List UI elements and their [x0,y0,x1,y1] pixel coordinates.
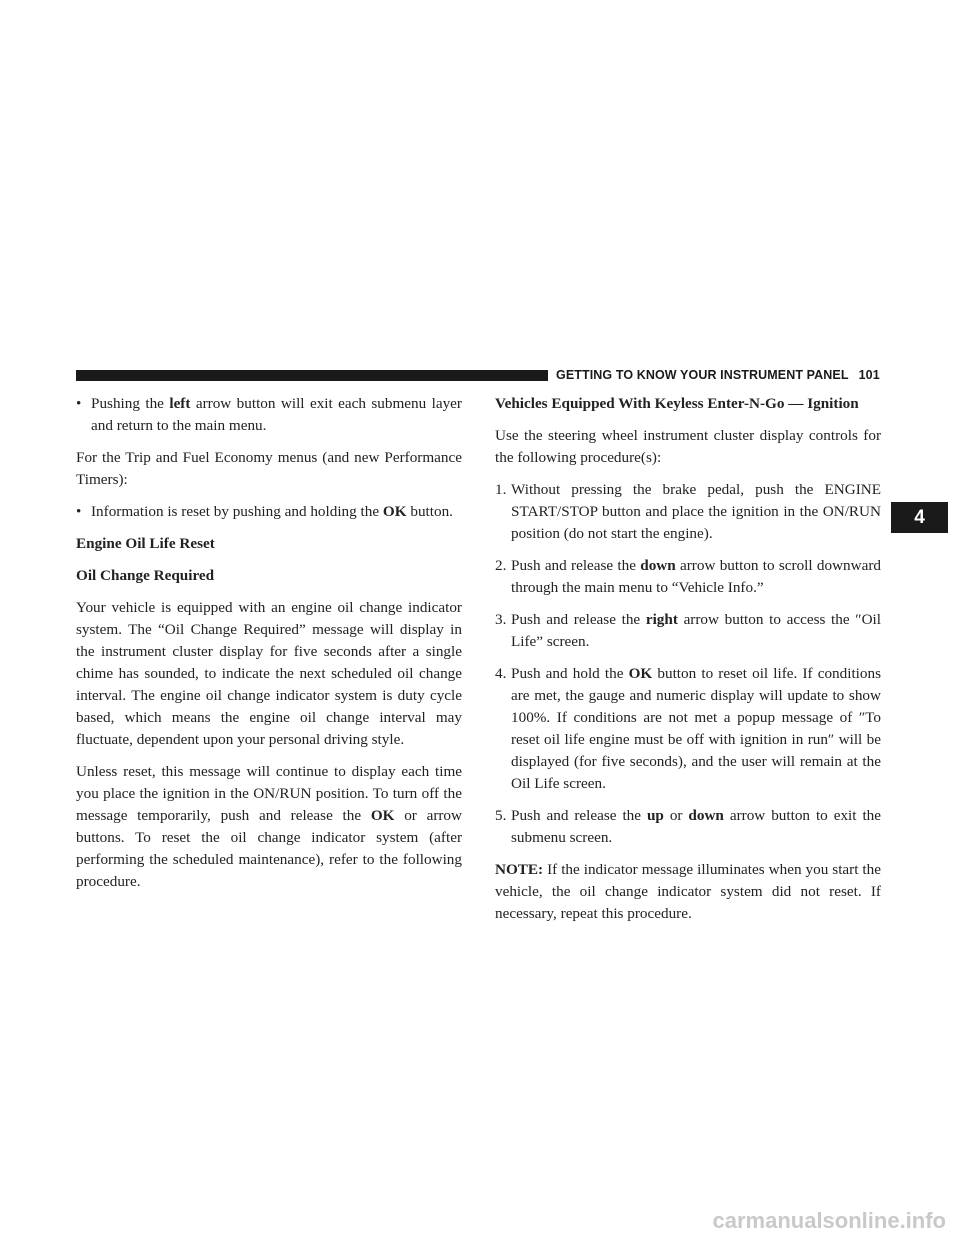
bullet-item: • Information is reset by pushing and holding the OK button. [76,501,462,523]
section-heading: Engine Oil Life Reset [76,535,215,552]
paragraph: For the Trip and Fuel Economy menus (and new Performance Timers): [76,449,462,488]
bullet-mark: • [76,503,82,520]
page-number: 101 [858,368,880,382]
bullet-item: • Pushing the left arrow button will exit each submenu layer and return to the main menu. [76,393,462,437]
running-header [556,368,880,382]
subsection-heading: Oil Change Required [76,567,215,584]
note-paragraph: NOTE: If the indicator message illuminates when you start the vehicle, the oil change indicator system did not reset. If necessary, repeat this procedure. [495,861,881,922]
paragraph: Use the steering wheel instrument cluster display controls for the following procedure(s): [495,427,881,466]
step-item: 1. Without pressing the brake pedal, push the ENGINE START/STOP button and place the ignition in the ON/RUN position (do not start the engine). [495,481,881,542]
left-column [76,393,462,903]
watermark: carmanualsonline.info [712,1208,946,1233]
bullet-mark: • [76,395,82,412]
right-column [495,393,881,935]
step-item: 5. Push and release the up or down arrow button to exit the submenu screen. [495,807,881,846]
note-label: NOTE: [495,861,544,878]
header-rule [76,370,548,381]
section-title: GETTING TO KNOW YOUR INSTRUMENT PANEL [556,368,849,382]
paragraph: Your vehicle is equipped with an engine oil change indicator system. The “Oil Change Required” message will display in the instrument cluster display for five seconds after a single chime has sounded, to indicate the next scheduled oil change interval. The engine oil change indicator system is duty cycle based, which means the engine oil change interval may fluctuate, dependent upon your personal driving style. [76,599,462,748]
chapter-tab: 4 [891,502,948,533]
paragraph: Unless reset, this message will continue to display each time you place the ignition in the ON/RUN position. To turn off the message temporarily, push and release the OK or arrow buttons. To reset the oil change indicator system (after performing the scheduled maintenance), refer to the following procedure. [76,763,462,890]
section-heading: Vehicles Equipped With Keyless Enter-N-Go — Ignition [495,395,859,412]
step-item: 3. Push and release the right arrow button to access the ″Oil Life” screen. [495,611,881,650]
step-item: 4. Push and hold the OK button to reset oil life. If conditions are met, the gauge and numeric display will update to show 100%. If conditions are not met a popup message of ″To reset oil life engine must be off with ignition in run″ will be displayed (for five seconds), and the user will remain at the Oil Life screen. [495,665,882,792]
step-item: 2. Push and release the down arrow button to scroll downward through the main menu to “Vehicle Info.” [495,557,881,596]
